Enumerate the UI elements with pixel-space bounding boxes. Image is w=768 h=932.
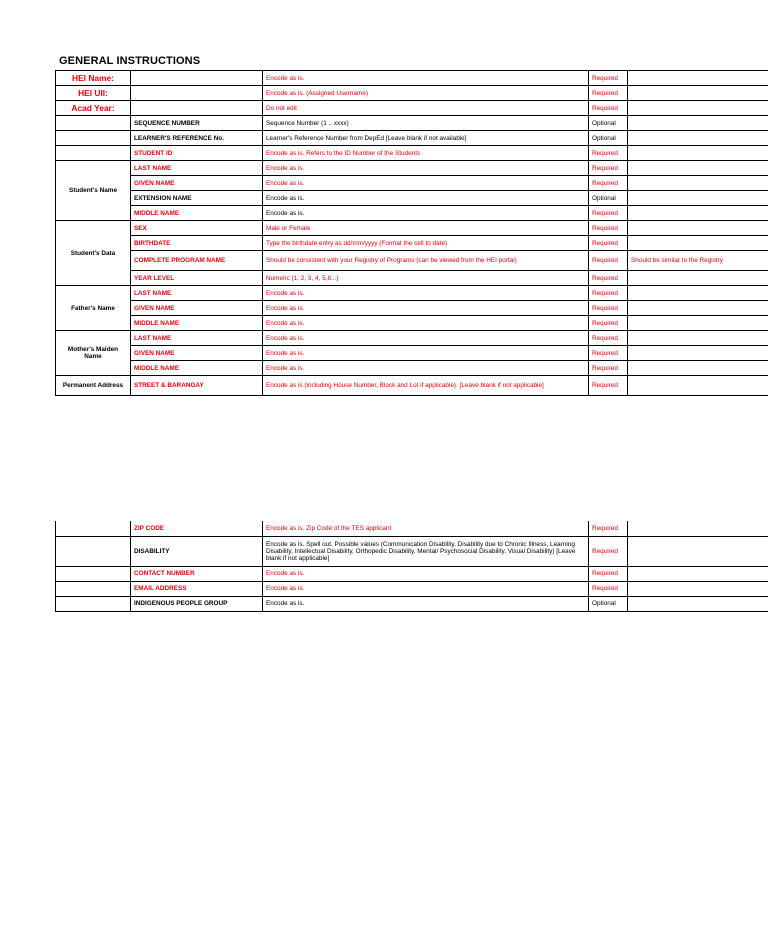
description-cell: Male or Female	[263, 221, 589, 236]
table-row	[56, 376, 768, 396]
status-cell: Required	[589, 146, 628, 161]
status-cell: Required	[589, 286, 628, 301]
status-cell: Optional	[589, 191, 628, 206]
field-name-cell: MIDDLE NAME	[131, 316, 263, 331]
status-cell: Required	[589, 71, 628, 86]
note-cell	[628, 101, 768, 116]
instructions-table-continued	[55, 521, 768, 612]
note-cell	[628, 581, 768, 596]
note-cell	[628, 146, 768, 161]
field-name-cell: DISABILITY	[131, 536, 263, 566]
description-cell: Learner's Reference Number from DepEd [Leave blank if not available]	[263, 131, 589, 146]
status-cell: Required	[589, 316, 628, 331]
note-cell	[628, 71, 768, 86]
description-cell: Encode as is.	[263, 566, 589, 581]
note-cell	[628, 316, 768, 331]
note-cell	[628, 86, 768, 101]
table-row	[56, 131, 768, 146]
field-name-cell: SEX	[131, 221, 263, 236]
group-cell: Father's Name	[56, 286, 131, 331]
description-cell: Sequence Number (1 .. xxxx)	[263, 116, 589, 131]
table-row	[56, 206, 768, 221]
status-cell: Optional	[589, 596, 628, 611]
status-cell: Optional	[589, 131, 628, 146]
table-row	[56, 86, 768, 101]
note-cell	[628, 376, 768, 396]
table-row	[56, 161, 768, 176]
table-row	[56, 596, 768, 611]
status-cell: Optional	[589, 116, 628, 131]
table-row	[56, 286, 768, 301]
group-cell: Student's Name	[56, 161, 131, 221]
table-row	[56, 521, 768, 536]
field-name-cell: SEQUENCE NUMBER	[131, 116, 263, 131]
table-row	[56, 71, 768, 86]
table-row	[56, 301, 768, 316]
field-name-cell: INDIGENOUS PEOPLE GROUP	[131, 596, 263, 611]
note-cell	[628, 206, 768, 221]
table-row	[56, 566, 768, 581]
group-cell	[56, 581, 131, 596]
field-name-cell: LEARNER'S REFERENCE No.	[131, 131, 263, 146]
group-cell	[56, 566, 131, 581]
note-cell	[628, 161, 768, 176]
field-name-cell: EXTENSION NAME	[131, 191, 263, 206]
description-cell: Encode as is.	[263, 596, 589, 611]
description-cell: Encode as is. Refers to the ID Number of the Students	[263, 146, 589, 161]
group-cell	[56, 131, 131, 146]
note-cell	[628, 331, 768, 346]
note-cell	[628, 236, 768, 251]
note-cell	[628, 521, 768, 536]
table-row	[56, 536, 768, 566]
field-name-cell: YEAR LEVEL	[131, 271, 263, 286]
group-cell: Student's Data	[56, 221, 131, 286]
note-cell	[628, 536, 768, 566]
description-cell: Encode as is. (Assigned Username)	[263, 86, 589, 101]
status-cell: Required	[589, 176, 628, 191]
description-cell: Encode as is.	[263, 581, 589, 596]
description-cell: Encode as is. Zip Code of the TES applicant	[263, 521, 589, 536]
description-cell: Encode as is (including House Number, Block and Lot if applicable). [Leave blank if not applicable]	[263, 376, 589, 396]
table-row	[56, 101, 768, 116]
status-cell: Required	[589, 331, 628, 346]
note-cell	[628, 221, 768, 236]
status-cell: Required	[589, 566, 628, 581]
table-row	[56, 251, 768, 271]
group-cell: HEI Name:	[56, 71, 131, 86]
field-name-cell: BIRTHDATE	[131, 236, 263, 251]
status-cell: Required	[589, 581, 628, 596]
field-name-cell: LAST NAME	[131, 331, 263, 346]
field-name-cell: STUDENT ID	[131, 146, 263, 161]
status-cell: Required	[589, 251, 628, 271]
description-cell: Encode as is.	[263, 206, 589, 221]
table-row	[56, 221, 768, 236]
status-cell: Required	[589, 346, 628, 361]
table-row	[56, 191, 768, 206]
group-cell	[56, 146, 131, 161]
description-cell: Encode as is.	[263, 286, 589, 301]
table-row	[56, 316, 768, 331]
description-cell: Type the birthdate entry as dd/mm/yyyy (Format the cell to date)	[263, 236, 589, 251]
status-cell: Required	[589, 236, 628, 251]
description-cell: Should be consistent with your Registry of Programs (can be viewed from the HEI portal)	[263, 251, 589, 271]
field-name-cell: GIVEN NAME	[131, 346, 263, 361]
table-row	[56, 116, 768, 131]
description-cell: Do not edit	[263, 101, 589, 116]
status-cell: Required	[589, 536, 628, 566]
status-cell: Required	[589, 221, 628, 236]
note-cell	[628, 131, 768, 146]
field-name-cell	[131, 101, 263, 116]
status-cell: Required	[589, 376, 628, 396]
group-cell	[56, 596, 131, 611]
table-row	[56, 236, 768, 251]
note-cell	[628, 191, 768, 206]
field-name-cell	[131, 71, 263, 86]
field-name-cell: COMPLETE PROGRAM NAME	[131, 251, 263, 271]
group-cell: Mother's Maiden Name	[56, 331, 131, 376]
note-cell: Should be similar to the Registry	[628, 251, 768, 271]
note-cell	[628, 286, 768, 301]
description-cell: Encode as is.	[263, 161, 589, 176]
note-cell	[628, 346, 768, 361]
description-cell: Encode as is.	[263, 361, 589, 376]
field-name-cell: MIDDLE NAME	[131, 361, 263, 376]
status-cell: Required	[589, 206, 628, 221]
table-row	[56, 331, 768, 346]
table-row	[56, 146, 768, 161]
field-name-cell: GIVEN NAME	[131, 176, 263, 191]
status-cell: Required	[589, 101, 628, 116]
note-cell	[628, 116, 768, 131]
note-cell	[628, 301, 768, 316]
field-name-cell: CONTACT NUMBER	[131, 566, 263, 581]
field-name-cell: STREET & BARANGAY	[131, 376, 263, 396]
group-cell: Acad Year:	[56, 101, 131, 116]
field-name-cell	[131, 86, 263, 101]
field-name-cell: LAST NAME	[131, 286, 263, 301]
group-cell	[56, 116, 131, 131]
field-name-cell: EMAIL ADDRESS	[131, 581, 263, 596]
group-cell: Permanent Address	[56, 376, 131, 396]
field-name-cell: GIVEN NAME	[131, 301, 263, 316]
description-cell: Encode as is.	[263, 331, 589, 346]
status-cell: Required	[589, 161, 628, 176]
description-cell: Encode as is.	[263, 191, 589, 206]
description-cell: Encode as is.	[263, 301, 589, 316]
description-cell: Encode as is.	[263, 71, 589, 86]
group-cell	[56, 521, 131, 536]
note-cell	[628, 176, 768, 191]
instructions-table	[55, 70, 768, 396]
table-row	[56, 176, 768, 191]
status-cell: Required	[589, 521, 628, 536]
description-cell: Encode as is.	[263, 316, 589, 331]
table-row	[56, 271, 768, 286]
note-cell	[628, 271, 768, 286]
status-cell: Required	[589, 86, 628, 101]
status-cell: Required	[589, 361, 628, 376]
table-row	[56, 361, 768, 376]
note-cell	[628, 596, 768, 611]
status-cell: Required	[589, 271, 628, 286]
status-cell: Required	[589, 301, 628, 316]
field-name-cell: ZIP CODE	[131, 521, 263, 536]
group-cell: HEI UII:	[56, 86, 131, 101]
field-name-cell: MIDDLE NAME	[131, 206, 263, 221]
note-cell	[628, 361, 768, 376]
page-title: GENERAL INSTRUCTIONS	[59, 55, 201, 67]
description-cell: Encode as is. Spell out. Possible values (Communication Disability, Disability due to Chronic Illness, Learning Disability, Intellectual Disability, Orthopedic Disability, Mental/ Psychosocial Disability, Visual Disability) [Leave blank if not applicable]	[263, 536, 589, 566]
description-cell: Encode as is.	[263, 176, 589, 191]
table-row	[56, 581, 768, 596]
description-cell: Numeric (1, 2, 3, 4, 5,6...)	[263, 271, 589, 286]
note-cell	[628, 566, 768, 581]
field-name-cell: LAST NAME	[131, 161, 263, 176]
description-cell: Encode as is.	[263, 346, 589, 361]
table-row	[56, 346, 768, 361]
group-cell	[56, 536, 131, 566]
